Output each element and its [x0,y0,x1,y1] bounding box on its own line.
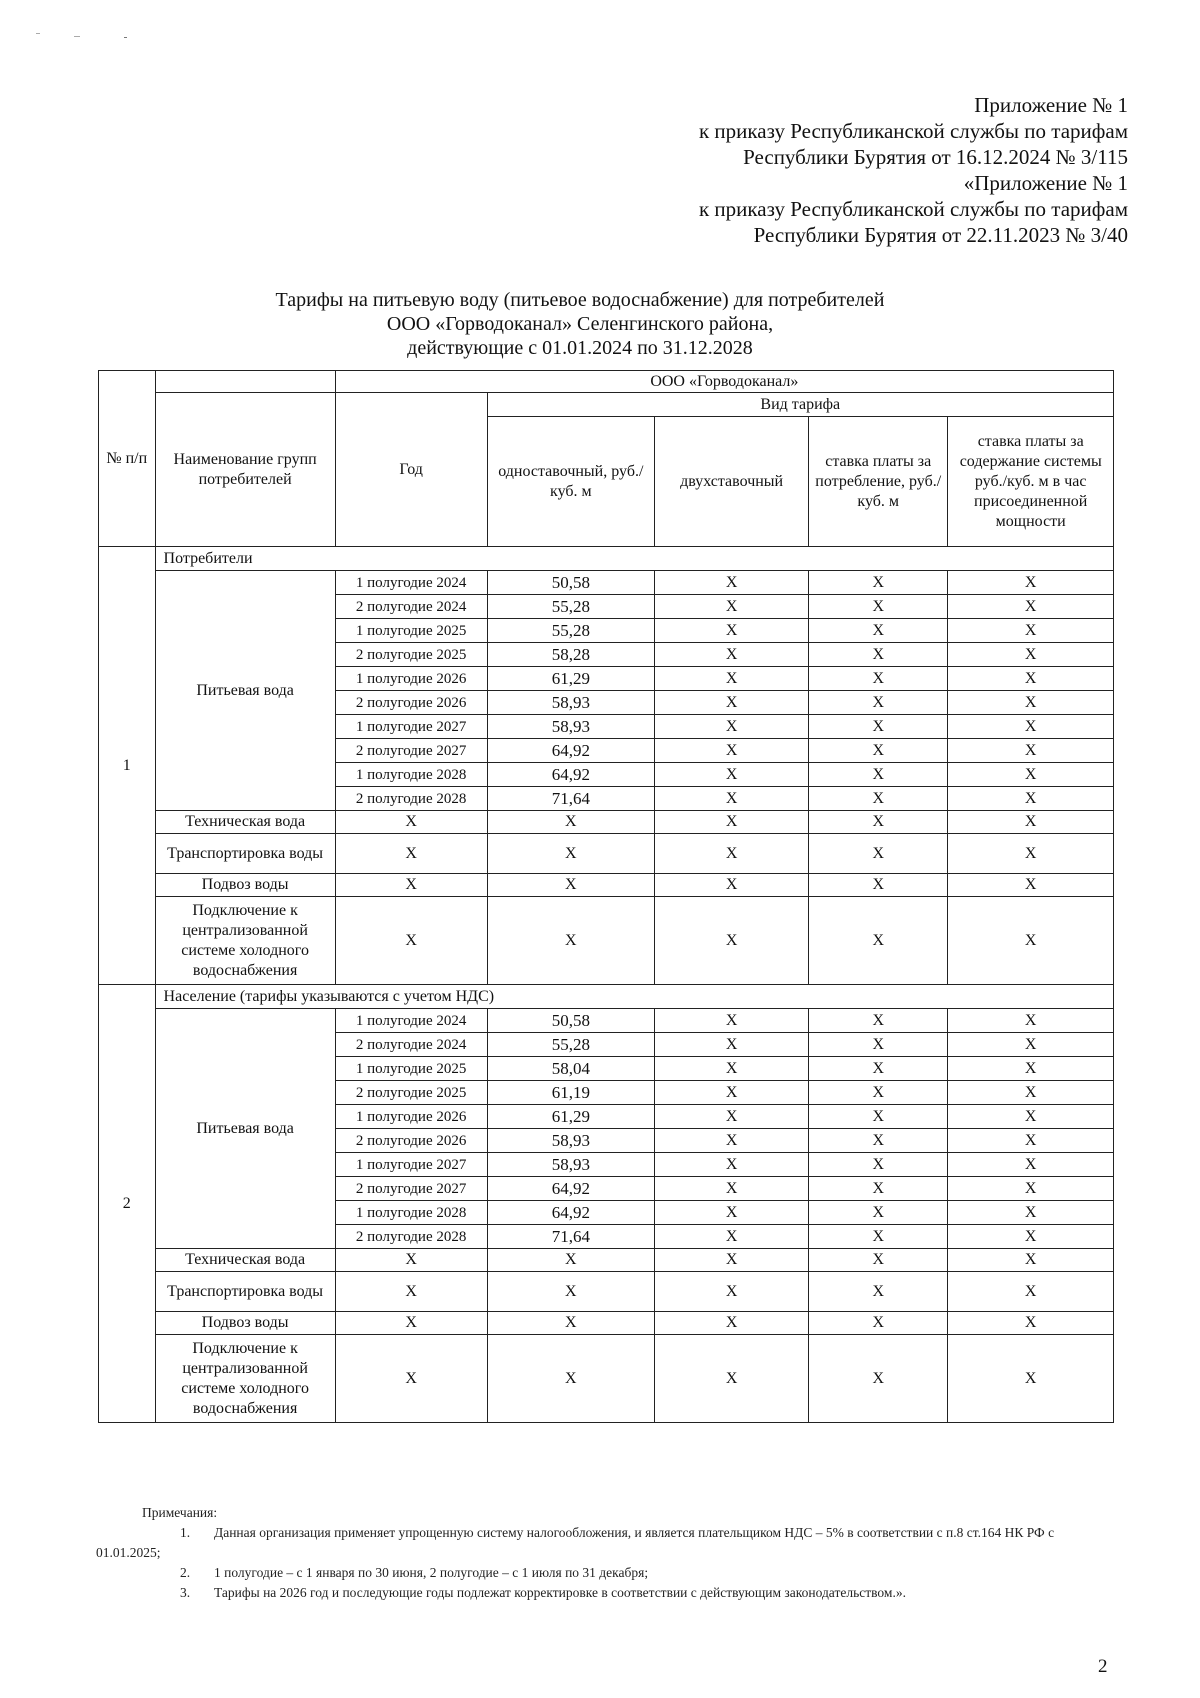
period-cell: 2 полугодие 2025 [335,643,487,667]
consumption-rate-cell: X [809,1033,948,1057]
single-rate-cell: X [487,834,655,874]
notes-label: Примечания: [142,1505,218,1520]
two-rate-cell: X [655,787,809,811]
single-rate-cell: 64,92 [487,1177,655,1201]
year-cell: X [335,897,487,985]
single-rate-cell: 55,28 [487,619,655,643]
single-rate-cell: 58,93 [487,1129,655,1153]
header-line: Приложение № 1 [974,93,1128,117]
maintenance-rate-cell: X [948,1153,1114,1177]
single-rate-cell: X [487,1272,655,1312]
service-label: Подключение к централизованной системе холодного водоснабжения [155,897,335,985]
single-rate-cell: 58,93 [487,691,655,715]
consumption-rate-cell: X [809,787,948,811]
maintenance-rate-cell: X [948,1057,1114,1081]
maintenance-rate-cell: X [948,595,1114,619]
maintenance-rate-cell: X [948,667,1114,691]
maintenance-rate-cell: X [948,643,1114,667]
two-rate-cell: X [655,1249,809,1272]
period-cell: 2 полугодие 2026 [335,691,487,715]
two-rate-cell: X [655,897,809,985]
two-rate-cell: X [655,811,809,834]
notes [96,1503,1116,1603]
section-title-row [99,985,1114,1009]
consumption-rate-cell: X [809,691,948,715]
two-rate-cell: X [655,667,809,691]
single-rate-cell: 71,64 [487,787,655,811]
single-rate-cell: 64,92 [487,763,655,787]
year-cell: X [335,811,487,834]
two-rate-cell: X [655,1081,809,1105]
maintenance-rate-cell: X [948,1249,1114,1272]
two-rate-cell: X [655,834,809,874]
maintenance-rate-cell: X [948,1009,1114,1033]
service-label: Техническая вода [155,811,335,834]
section-title: Потребители [155,547,1113,571]
consumption-rate-cell: X [809,643,948,667]
consumption-rate-cell: X [809,834,948,874]
single-rate-cell: 61,19 [487,1081,655,1105]
maintenance-rate-cell: X [948,1105,1114,1129]
maintenance-rate-cell: X [948,874,1114,897]
two-rate-cell: X [655,1312,809,1335]
header-line: Республики Бурятия от 16.12.2024 № 3/115 [743,145,1128,169]
maintenance-rate-cell: X [948,811,1114,834]
title-line: действующие с 01.01.2024 по 31.12.2028 [407,337,753,359]
table-row [99,874,1114,897]
title-line: ООО «Горводоканал» Селенгинского района, [386,313,774,335]
drinking-water-label: Питьевая вода [155,571,335,811]
consumption-rate-cell: X [809,571,948,595]
single-rate-cell: 50,58 [487,1009,655,1033]
two-rate-cell: X [655,1177,809,1201]
consumption-rate-cell: X [809,897,948,985]
single-rate-cell: X [487,1249,655,1272]
maintenance-rate-cell: X [948,1335,1114,1423]
two-rate-cell: X [655,715,809,739]
period-cell: 2 полугодие 2024 [335,1033,487,1057]
two-rate-cell: X [655,874,809,897]
two-rate-cell: X [655,1153,809,1177]
year-cell: X [335,874,487,897]
period-cell: 1 полугодие 2024 [335,571,487,595]
single-rate-cell: 64,92 [487,739,655,763]
section-title: Население (тарифы указываются с учетом НДС) [155,985,1113,1009]
maintenance-rate-cell: X [948,715,1114,739]
service-label: Подвоз воды [155,874,335,897]
maintenance-rate-cell: X [948,1225,1114,1249]
service-label: Транспортировка воды [155,834,335,874]
two-rate-cell: X [655,1057,809,1081]
header-maintenance-rate: ставка платы за содержание системы руб./куб. м в час присоединенной мощности [948,417,1114,547]
consumption-rate-cell: X [809,1177,948,1201]
maintenance-rate-cell: X [948,834,1114,874]
consumption-rate-cell: X [809,715,948,739]
consumption-rate-cell: X [809,1335,948,1423]
title-line: Тарифы на питьевую воду (питьевое водоснабжение) для потребителей [275,289,885,311]
consumption-rate-cell: X [809,1129,948,1153]
header-two-rate: двухставочный [655,417,809,547]
appendix-header [699,92,1128,248]
period-cell: 2 полугодие 2027 [335,739,487,763]
consumption-rate-cell: X [809,619,948,643]
single-rate-cell: X [487,874,655,897]
two-rate-cell: X [655,571,809,595]
consumption-rate-cell: X [809,595,948,619]
single-rate-cell: 55,28 [487,1033,655,1057]
year-cell: X [335,1335,487,1423]
header-org: ООО «Горводоканал» [335,371,1113,393]
consumption-rate-cell: X [809,1153,948,1177]
header-year: Год [335,393,487,547]
header-single-rate: одноставочный, руб./ куб. м [487,417,655,547]
period-cell: 1 полугодие 2026 [335,667,487,691]
single-rate-cell: X [487,897,655,985]
single-rate-cell: 61,29 [487,667,655,691]
scan-artifacts [36,33,136,39]
consumption-rate-cell: X [809,667,948,691]
two-rate-cell: X [655,739,809,763]
note-item: 2. 1 полугодие – с 1 января по 30 июня, 2 полугодие – с 1 июля по 31 декабря; [180,1565,649,1580]
two-rate-cell: X [655,1129,809,1153]
maintenance-rate-cell: X [948,1129,1114,1153]
service-label: Транспортировка воды [155,1272,335,1312]
table-row [99,1312,1114,1335]
period-cell: 2 полугодие 2025 [335,1081,487,1105]
period-cell: 2 полугодие 2028 [335,787,487,811]
table-row [99,1272,1114,1312]
document-title [150,288,1010,360]
consumption-rate-cell: X [809,1081,948,1105]
period-cell: 1 полугодие 2025 [335,619,487,643]
note-item: 3. Тарифы на 2026 год и последующие годы подлежат корректировке в соответствии с действующим законодательством.». [180,1585,906,1600]
table-row [99,834,1114,874]
year-cell: X [335,834,487,874]
maintenance-rate-cell: X [948,619,1114,643]
two-rate-cell: X [655,643,809,667]
single-rate-cell: 55,28 [487,595,655,619]
two-rate-cell: X [655,1335,809,1423]
consumption-rate-cell: X [809,763,948,787]
year-cell: X [335,1272,487,1312]
single-rate-cell: 58,04 [487,1057,655,1081]
maintenance-rate-cell: X [948,1272,1114,1312]
single-rate-cell: X [487,1335,655,1423]
two-rate-cell: X [655,691,809,715]
maintenance-rate-cell: X [948,691,1114,715]
table-row [99,1335,1114,1423]
table-row [99,897,1114,985]
section-number: 2 [99,985,156,1423]
two-rate-cell: X [655,1201,809,1225]
consumption-rate-cell: X [809,1249,948,1272]
period-cell: 1 полугодие 2028 [335,1201,487,1225]
consumption-rate-cell: X [809,1225,948,1249]
two-rate-cell: X [655,619,809,643]
service-label: Подключение к централизованной системе холодного водоснабжения [155,1335,335,1423]
header-line: Республики Бурятия от 22.11.2023 № 3/40 [753,223,1128,247]
header-line: к приказу Республиканской службы по тарифам [698,119,1128,143]
consumption-rate-cell: X [809,1057,948,1081]
single-rate-cell: 61,29 [487,1105,655,1129]
header-group: Наименование групп потребителей [155,393,335,547]
maintenance-rate-cell: X [948,897,1114,985]
consumption-rate-cell: X [809,1272,948,1312]
maintenance-rate-cell: X [948,1081,1114,1105]
table-row [99,1009,1114,1033]
single-rate-cell: 58,93 [487,715,655,739]
maintenance-rate-cell: X [948,739,1114,763]
table-row [99,811,1114,834]
maintenance-rate-cell: X [948,1033,1114,1057]
consumption-rate-cell: X [809,1105,948,1129]
period-cell: 1 полугодие 2026 [335,1105,487,1129]
consumption-rate-cell: X [809,1009,948,1033]
section-title-row [99,547,1114,571]
two-rate-cell: X [655,1033,809,1057]
single-rate-cell: 71,64 [487,1225,655,1249]
two-rate-cell: X [655,1009,809,1033]
consumption-rate-cell: X [809,811,948,834]
page-number: 2 [1098,1656,1108,1677]
year-cell: X [335,1249,487,1272]
period-cell: 2 полугодие 2028 [335,1225,487,1249]
table-row [99,571,1114,595]
year-cell: X [335,1312,487,1335]
single-rate-cell: 64,92 [487,1201,655,1225]
maintenance-rate-cell: X [948,763,1114,787]
header-num: № п/п [99,371,156,547]
single-rate-cell: X [487,1312,655,1335]
period-cell: 1 полугодие 2027 [335,715,487,739]
service-label: Подвоз воды [155,1312,335,1335]
maintenance-rate-cell: X [948,1177,1114,1201]
section-number: 1 [99,547,156,985]
period-cell: 2 полугодие 2024 [335,595,487,619]
period-cell: 2 полугодие 2026 [335,1129,487,1153]
two-rate-cell: X [655,1272,809,1312]
header-tariff-type: Вид тарифа [487,393,1113,417]
consumption-rate-cell: X [809,1201,948,1225]
note-item: 1. Данная организация применяет упрощенную систему налогообложения, и является плательщиком НДС – 5% в соответствии с п.8 ст.164 НК РФ с 01.01.2025; [96,1525,1055,1560]
two-rate-cell: X [655,1225,809,1249]
period-cell: 1 полугодие 2025 [335,1057,487,1081]
single-rate-cell: 50,58 [487,571,655,595]
period-cell: 2 полугодие 2027 [335,1177,487,1201]
two-rate-cell: X [655,1105,809,1129]
tariff-table [98,370,1114,1423]
consumption-rate-cell: X [809,874,948,897]
single-rate-cell: 58,28 [487,643,655,667]
two-rate-cell: X [655,595,809,619]
period-cell: 1 полугодие 2027 [335,1153,487,1177]
period-cell: 1 полугодие 2024 [335,1009,487,1033]
maintenance-rate-cell: X [948,1201,1114,1225]
single-rate-cell: 58,93 [487,1153,655,1177]
header-line: к приказу Республиканской службы по тарифам [698,197,1128,221]
maintenance-rate-cell: X [948,571,1114,595]
header-line: «Приложение № 1 [963,171,1128,195]
consumption-rate-cell: X [809,1312,948,1335]
maintenance-rate-cell: X [948,1312,1114,1335]
service-label: Техническая вода [155,1249,335,1272]
period-cell: 1 полугодие 2028 [335,763,487,787]
header-consumption-rate: ставка платы за потребление, руб./ куб. м [809,417,948,547]
consumption-rate-cell: X [809,739,948,763]
two-rate-cell: X [655,763,809,787]
drinking-water-label: Питьевая вода [155,1009,335,1249]
table-row [99,1249,1114,1272]
single-rate-cell: X [487,811,655,834]
maintenance-rate-cell: X [948,787,1114,811]
